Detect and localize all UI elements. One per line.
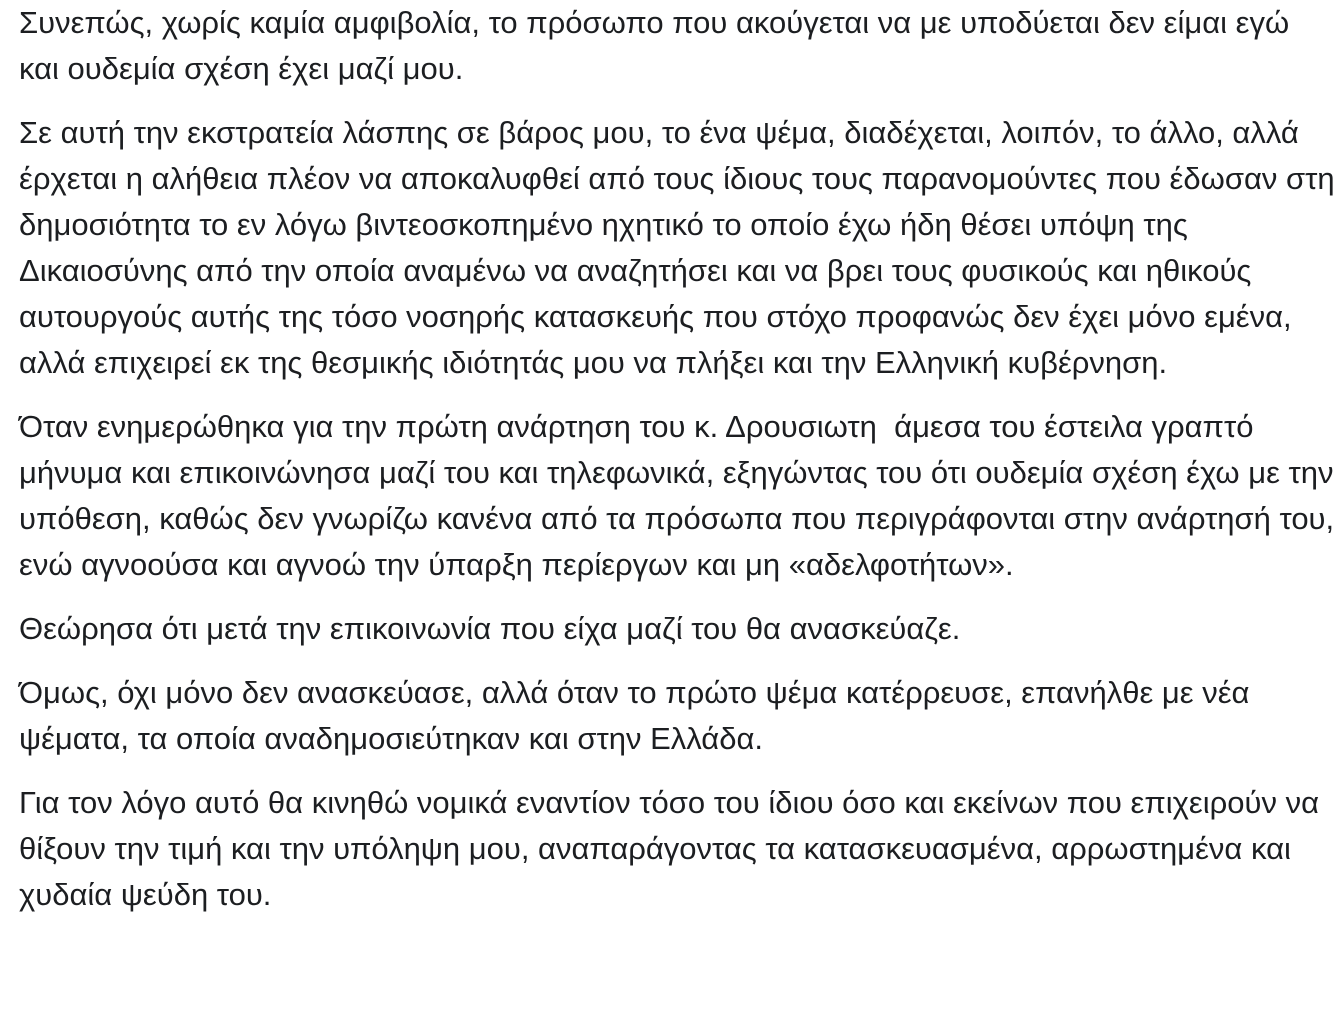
paragraph-6: Για τον λόγο αυτό θα κινηθώ νομικά εναντίον τόσο του ίδιου όσο και εκείνων που επιχειρούν να θίξουν την τιμή και την υπόληψη μου, αναπαράγοντας τα κατασκευασμένα, αρρωστημένα και χυδαία ψεύδη του. (19, 785, 1328, 912)
paragraph-5: Όμως, όχι μόνο δεν ανασκεύασε, αλλά όταν το πρώτο ψέμα κατέρρευσε, επανήλθε με νέα ψέματα, τα οποία αναδημοσιεύτηκαν και στην Ελλάδα. (19, 675, 1259, 756)
paragraph-4: Θεώρησα ότι μετά την επικοινωνία που είχα μαζί του θα ανασκεύαζε. (19, 611, 961, 646)
paragraph-3: Όταν ενημερώθηκα για την πρώτη ανάρτηση του κ. Δρουσιωτη άμεσα του έστειλα γραπτό μήνυμα και επικοινώνησα μαζί του και τηλεφωνικά, εξηγώντας του ότι ουδεμία σχέση έχω με την υπόθεση, καθώς δεν γνωρίζω κανένα από τα πρόσωπα που περιγράφονται στην ανάρτησή του, ενώ αγνοούσα και αγνοώ την ύπαρξη περίεργων και μη «αδελφοτήτων». (19, 409, 1343, 582)
post-body (19, 0, 1344, 936)
paragraph-2: Σε αυτή την εκστρατεία λάσπης σε βάρος μου, το ένα ψέμα, διαδέχεται, λοιπόν, το άλλο, αλλά έρχεται η αλήθεια πλέον να αποκαλυφθεί από τους ίδιους τους παρανομούντες που έδωσαν στη δημοσιότητα το εν λόγω βιντεοσκοπημένο ηχητικό το οποίο έχω ήδη θέσει υπόψη της Δικαιοσύνης από την οποία αναμένω να αναζητήσει και να βρει τους φυσικούς και ηθικούς αυτουργούς αυτής της τόσο νοσηρής κατασκευής που στόχο προφανώς δεν έχει μόνο εμένα, αλλά επιχειρεί εκ της θεσμικής ιδιότητάς μου να πλήξει και την Ελληνική κυβέρνηση. (19, 115, 1344, 380)
paragraph-1: Συνεπώς, χωρίς καμία αμφιβολία, το πρόσωπο που ακούγεται να με υποδύεται δεν είμαι εγώ και ουδεμία σχέση έχει μαζί μου. (19, 5, 1298, 86)
